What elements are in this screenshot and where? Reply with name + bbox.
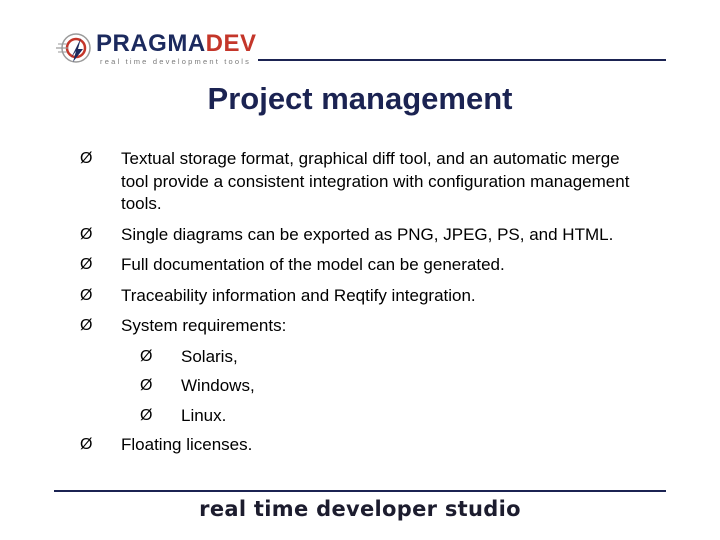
- bullet-arrow-icon: Ø: [80, 256, 93, 273]
- bullet-item: [80, 224, 640, 247]
- bullet-text: Linux.: [181, 405, 227, 425]
- sub-bullet-item: [80, 405, 640, 428]
- pragmadev-logo-icon: [54, 28, 94, 68]
- logo-tagline: real time development tools: [100, 57, 252, 66]
- bullet-text: Traceability information and Reqtify integration.: [121, 285, 476, 305]
- bullet-text: Windows,: [181, 376, 255, 395]
- bullet-arrow-icon: Ø: [80, 436, 93, 453]
- pragmadev-logo: [54, 24, 264, 70]
- bullet-text: Single diagrams can be exported as PNG, JPEG, PS, and HTML.: [121, 224, 614, 244]
- bullet-arrow-icon: Ø: [140, 377, 153, 394]
- logo-name-part2: DEV: [205, 30, 257, 57]
- bullet-arrow-icon: Ø: [80, 317, 93, 334]
- bullet-item: [80, 285, 640, 308]
- bullet-text: System requirements:: [121, 316, 287, 335]
- bullet-arrow-icon: Ø: [140, 406, 153, 424]
- bullet-arrow-icon: Ø: [80, 286, 93, 304]
- bullet-list: [80, 148, 640, 465]
- slide-title: Project management: [207, 81, 513, 116]
- footer-text: real time developer studio: [199, 497, 521, 521]
- bullet-text: Textual storage format, graphical diff tool, and an automatic merge tool provide a consistent integration with configuration management tools.: [121, 149, 630, 213]
- bullet-arrow-icon: Ø: [80, 150, 93, 167]
- logo-name-part1: PRAGMA: [96, 30, 206, 57]
- sub-bullet-item: [80, 375, 640, 398]
- logo-wordmark: [96, 31, 257, 57]
- footer-divider: [54, 490, 666, 492]
- header-divider: [258, 59, 666, 61]
- bullet-text: Floating licenses.: [121, 435, 253, 454]
- bullet-item: [80, 148, 640, 216]
- bullet-item: [80, 434, 640, 457]
- bullet-text: Solaris,: [181, 346, 238, 366]
- bullet-arrow-icon: Ø: [140, 347, 153, 365]
- bullet-arrow-icon: Ø: [80, 225, 93, 243]
- sub-bullet-item: [80, 346, 640, 369]
- bullet-text: Full documentation of the model can be generated.: [121, 255, 505, 274]
- bullet-item: [80, 315, 640, 338]
- bullet-item: [80, 254, 640, 277]
